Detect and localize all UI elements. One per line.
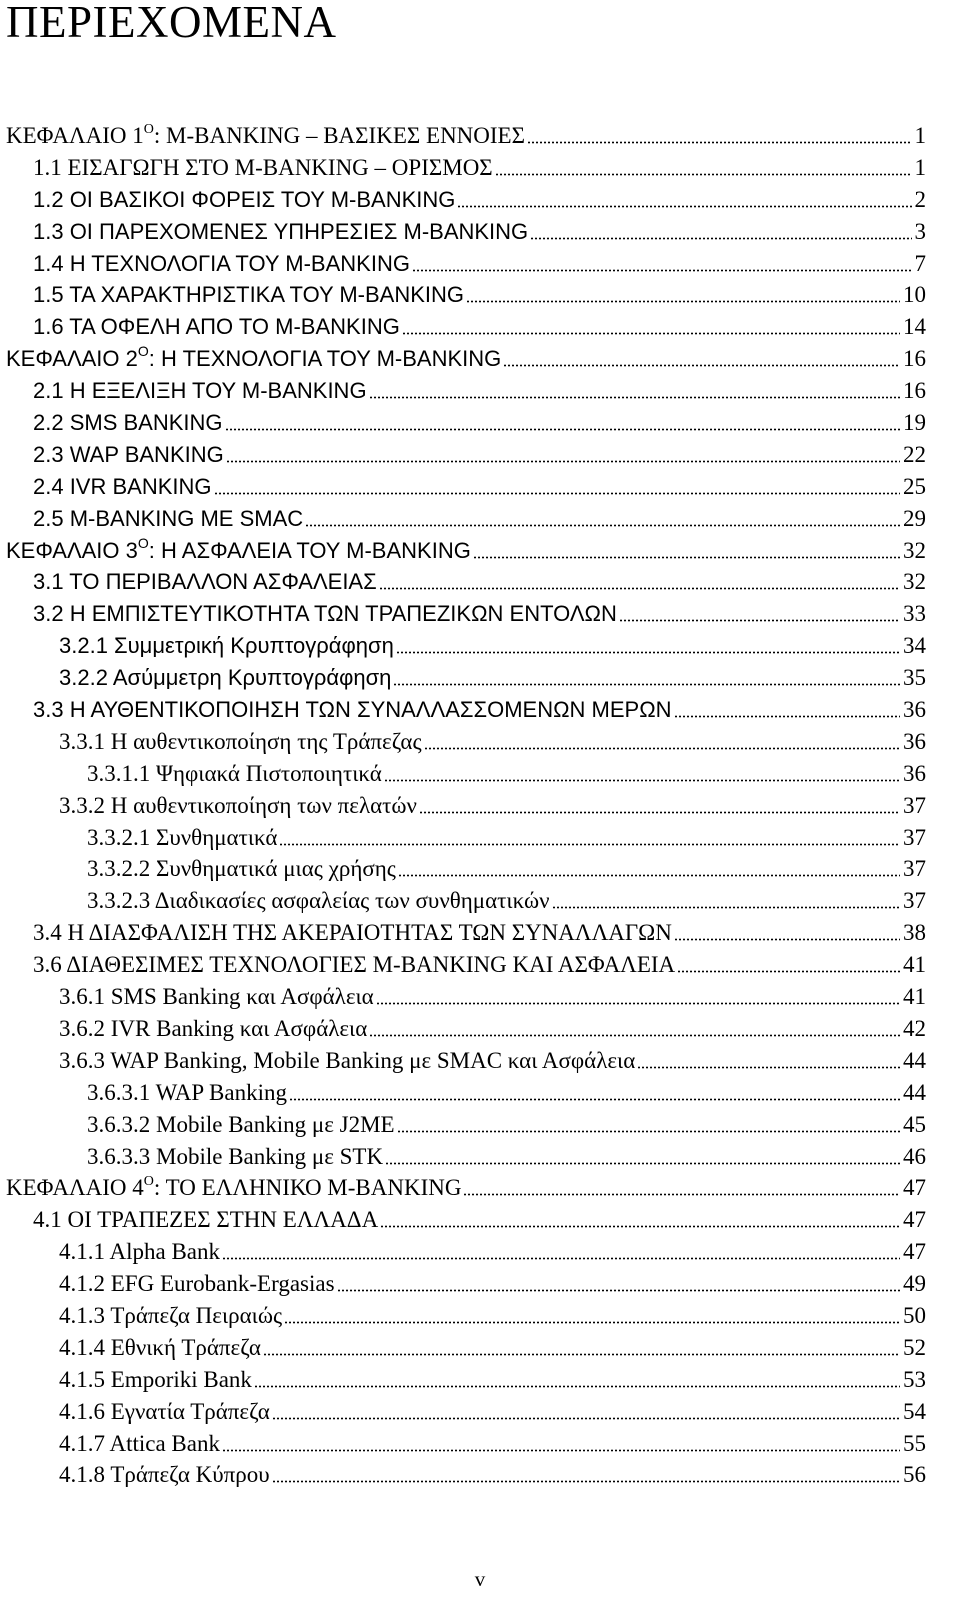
chapter-title: : ΤΟ ΕΛΛΗΝΙΚΟ M-BANKING bbox=[153, 1175, 462, 1201]
toc-entry-row bbox=[87, 1110, 926, 1140]
chapter-label: ΚΕΦΑΛΑΙΟ 4 bbox=[6, 1175, 144, 1201]
toc-entry-row bbox=[33, 153, 926, 183]
toc-entry[interactable] bbox=[0, 1365, 960, 1397]
toc-page-number: 32 bbox=[903, 537, 926, 563]
toc-entry-title: 3.1 ΤΟ ΠΕΡΙΒΑΛΛΟΝ ΑΣΦΑΛΕΙΑΣ bbox=[33, 569, 377, 595]
toc-chapter-entry[interactable] bbox=[0, 121, 960, 153]
toc-entry[interactable] bbox=[0, 1237, 960, 1269]
toc-entry[interactable] bbox=[0, 280, 960, 312]
toc-entry[interactable] bbox=[0, 1301, 960, 1333]
toc-entry[interactable] bbox=[0, 631, 960, 663]
toc-entry-title: 4.1.7 Attica Bank bbox=[59, 1430, 220, 1456]
toc-entry-row bbox=[59, 1333, 926, 1363]
toc-entry-title bbox=[6, 1173, 461, 1203]
toc-entry-row bbox=[87, 823, 926, 853]
toc-entry-title: 4.1.1 Alpha Bank bbox=[59, 1239, 220, 1265]
dot-leader bbox=[419, 811, 900, 814]
toc-page-number: 1 bbox=[914, 123, 926, 148]
toc-entry-title: 3.2 Η ΕΜΠΙΣΤΕΥΤΙΚΟΤΗΤΑ ΤΩΝ ΤΡΑΠΕΖΙΚΩΝ ΕΝΤΟΛΩΝ bbox=[33, 601, 617, 627]
toc-entry-row bbox=[87, 1142, 926, 1172]
toc-page-number: 16 bbox=[903, 378, 926, 404]
dot-leader bbox=[530, 237, 911, 240]
dot-leader bbox=[225, 428, 900, 431]
dot-leader bbox=[376, 1002, 900, 1005]
toc-page-number: 47 bbox=[903, 1239, 926, 1265]
toc-entry[interactable] bbox=[0, 791, 960, 823]
toc-entry-row bbox=[33, 249, 926, 279]
toc-page-number: 41 bbox=[903, 952, 926, 978]
toc-entry-row bbox=[59, 663, 926, 693]
toc-entry-row bbox=[33, 599, 926, 629]
chapter-ordinal-suffix: Ο bbox=[143, 1174, 154, 1190]
toc-entry[interactable] bbox=[0, 950, 960, 982]
toc-entry[interactable] bbox=[0, 759, 960, 791]
toc-page-number: 42 bbox=[903, 1015, 926, 1041]
toc-entry[interactable] bbox=[0, 1333, 960, 1365]
dot-leader bbox=[305, 524, 900, 527]
dot-leader bbox=[369, 1034, 900, 1037]
dot-leader bbox=[402, 332, 900, 335]
dot-leader bbox=[463, 1193, 900, 1196]
toc-page-number: 56 bbox=[903, 1462, 926, 1488]
toc-entry-row bbox=[33, 504, 926, 534]
toc-entry-row bbox=[33, 312, 926, 342]
toc-entry-row bbox=[87, 759, 926, 789]
toc-page-number: 37 bbox=[903, 888, 926, 914]
toc-entry[interactable] bbox=[0, 376, 960, 408]
toc-page-number: 44 bbox=[903, 1047, 926, 1073]
toc-entry-title: 4.1.2 EFG Eurobank-Ergasias bbox=[59, 1271, 335, 1297]
toc-page-number: 35 bbox=[903, 665, 926, 691]
toc-entry-title bbox=[6, 536, 471, 566]
toc-entry-row bbox=[6, 344, 926, 374]
dot-leader bbox=[473, 556, 900, 559]
toc-page-number: 10 bbox=[903, 282, 926, 308]
toc-entry-title: 1.4 Η ΤΕΧΝΟΛΟΓΙΑ ΤΟΥ M-BANKING bbox=[33, 250, 410, 276]
toc-page-number: 54 bbox=[903, 1398, 926, 1424]
dot-leader bbox=[637, 1066, 900, 1069]
toc-entry-title: 3.3.2.1 Συνθηματικά bbox=[87, 824, 278, 850]
toc-entry-title: 3.6.1 SMS Banking και Ασφάλεια bbox=[59, 984, 374, 1010]
toc-page-number: 44 bbox=[903, 1079, 926, 1105]
toc-entry-row bbox=[33, 918, 926, 948]
toc-entry-row bbox=[59, 631, 926, 661]
toc-entry-title: 4.1.6 Εγνατία Τράπεζα bbox=[59, 1398, 270, 1424]
toc-entry[interactable] bbox=[0, 185, 960, 217]
toc-entry-row bbox=[33, 950, 926, 980]
toc-page-number: 19 bbox=[903, 410, 926, 436]
toc-chapter-entry[interactable] bbox=[0, 1173, 960, 1205]
chapter-ordinal-suffix: Ο bbox=[137, 534, 149, 551]
dot-leader bbox=[495, 173, 912, 176]
toc-page-number: 50 bbox=[903, 1302, 926, 1328]
toc-page-number: 37 bbox=[903, 824, 926, 850]
toc-entry[interactable] bbox=[0, 217, 960, 249]
dot-leader bbox=[412, 269, 912, 272]
toc-entry-title bbox=[6, 344, 501, 374]
toc-entry-title: 2.2 SMS BANKING bbox=[33, 410, 223, 436]
toc-entry-row bbox=[33, 472, 926, 502]
chapter-label: ΚΕΦΑΛΑΙΟ 1 bbox=[6, 123, 144, 148]
toc-entry-title: 1.2 ΟΙ ΒΑΣΙΚΟΙ ΦΟΡΕΙΣ ΤΟΥ M-BANKING bbox=[33, 186, 456, 212]
toc-page-number: 36 bbox=[903, 697, 926, 723]
toc-entry-row bbox=[59, 1237, 926, 1267]
toc-entry[interactable] bbox=[0, 1397, 960, 1429]
toc-entry-title bbox=[6, 121, 525, 151]
toc-page-number: 34 bbox=[903, 633, 926, 659]
toc-entry[interactable] bbox=[0, 1142, 960, 1174]
dot-leader bbox=[397, 1130, 900, 1133]
toc-entry-row bbox=[6, 1173, 926, 1203]
toc-entry-title: 2.1 Η ΕΞΕΛΙΞΗ ΤΟΥ M-BANKING bbox=[33, 378, 367, 404]
toc-entry-title: 3.3.1 Η αυθεντικοποίηση της Τράπεζας bbox=[59, 728, 422, 754]
dot-leader bbox=[222, 1449, 900, 1452]
dot-leader bbox=[379, 587, 900, 590]
toc-entry[interactable] bbox=[0, 1078, 960, 1110]
chapter-title: : Η ΑΣΦΑΛΕΙΑ ΤΟΥ M-BANKING bbox=[148, 537, 471, 563]
toc-entry[interactable] bbox=[0, 886, 960, 918]
toc-entry[interactable] bbox=[0, 663, 960, 695]
toc-page-number: 45 bbox=[903, 1111, 926, 1137]
toc-page-number: 14 bbox=[903, 314, 926, 340]
toc-entry-row bbox=[59, 727, 926, 757]
toc-entry-title: 2.5 M-BANKING ΜΕ SMAC bbox=[33, 505, 304, 531]
table-of-contents bbox=[0, 121, 960, 1492]
toc-entry[interactable] bbox=[0, 567, 960, 599]
toc-entry-row bbox=[59, 1365, 926, 1395]
toc-entry-title: 3.6.2 IVR Banking και Ασφάλεια bbox=[59, 1015, 368, 1041]
toc-entry-row bbox=[59, 1014, 926, 1044]
toc-entry[interactable] bbox=[0, 1205, 960, 1237]
toc-page-number: 41 bbox=[903, 984, 926, 1010]
toc-entry-title: 4.1.4 Εθνική Τράπεζα bbox=[59, 1334, 261, 1360]
toc-entry-row bbox=[59, 982, 926, 1012]
toc-entry-title: 4.1.3 Τράπεζα Πειραιώς bbox=[59, 1302, 283, 1328]
toc-entry[interactable] bbox=[0, 854, 960, 886]
toc-entry-title: 3.3.2.3 Διαδικασίες ασφαλείας των συνθηματικών bbox=[87, 888, 550, 914]
toc-entry-title: 1.1 ΕΙΣΑΓΩΓΗ ΣΤΟ M-BANKING – ΟΡΙΣΜΟΣ bbox=[33, 154, 493, 180]
chapter-label: ΚΕΦΑΛΑΙΟ 2 bbox=[6, 346, 138, 372]
toc-entry[interactable] bbox=[0, 727, 960, 759]
toc-entry-row bbox=[6, 536, 926, 566]
toc-page-number: 53 bbox=[903, 1366, 926, 1392]
toc-entry[interactable] bbox=[0, 1269, 960, 1301]
dot-leader bbox=[527, 141, 912, 144]
toc-entry-title: 1.6 ΤΑ ΟΦΕΛΗ ΑΠΟ ΤΟ M-BANKING bbox=[33, 314, 400, 340]
toc-entry-row bbox=[59, 1269, 926, 1299]
dot-leader bbox=[380, 1225, 900, 1228]
dot-leader bbox=[226, 460, 900, 463]
toc-entry-row bbox=[33, 567, 926, 597]
dot-leader bbox=[398, 874, 900, 877]
toc-page-number: 46 bbox=[903, 1143, 926, 1169]
toc-entry-title: 2.3 WAP BANKING bbox=[33, 441, 224, 467]
toc-entry[interactable] bbox=[0, 823, 960, 855]
toc-entry-title: 3.3.1.1 Ψηφιακά Πιστοποιητικά bbox=[87, 760, 382, 786]
dot-leader bbox=[279, 843, 900, 846]
toc-entry-title: 3.6 ΔΙΑΘΕΣΙΜΕΣ ΤΕΧΝΟΛΟΓΙΕΣ M-BANKING ΚΑΙ ΑΣΦΑΛΕΙΑ bbox=[33, 952, 676, 978]
toc-entry[interactable] bbox=[0, 408, 960, 440]
toc-entry-title: 1.5 ΤΑ ΧΑΡΑΚΤΗΡΙΣΤΙΚΑ ΤΟΥ M-BANKING bbox=[33, 282, 465, 308]
toc-entry-title: 3.6.3.2 Mobile Banking με J2ME bbox=[87, 1111, 395, 1137]
dot-leader bbox=[284, 1321, 900, 1324]
toc-entry[interactable] bbox=[0, 599, 960, 631]
toc-page-number: 22 bbox=[903, 441, 926, 467]
toc-entry-title: 4.1 ΟΙ ΤΡΑΠΕΖΕΣ ΣΤΗΝ ΕΛΛΑΔΑ bbox=[33, 1207, 379, 1233]
toc-entry-row bbox=[33, 1205, 926, 1235]
toc-entry-row bbox=[59, 1301, 926, 1331]
toc-entry-row bbox=[33, 376, 926, 406]
dot-leader bbox=[289, 1098, 900, 1101]
toc-page-number: 36 bbox=[903, 760, 926, 786]
toc-entry-row bbox=[59, 1397, 926, 1427]
toc-entry-row bbox=[87, 886, 926, 916]
toc-entry-row bbox=[59, 1429, 926, 1459]
toc-entry-row bbox=[6, 121, 926, 151]
dot-leader bbox=[677, 970, 900, 973]
chapter-ordinal-suffix: Ο bbox=[137, 343, 149, 360]
toc-entry-row bbox=[33, 440, 926, 470]
toc-page-number: 36 bbox=[903, 728, 926, 754]
toc-page-number: 55 bbox=[903, 1430, 926, 1456]
page-number: v bbox=[474, 1567, 486, 1591]
dot-leader bbox=[552, 906, 900, 909]
toc-entry[interactable] bbox=[0, 440, 960, 472]
dot-leader bbox=[385, 1162, 900, 1165]
toc-entry-row bbox=[33, 695, 926, 725]
chapter-label: ΚΕΦΑΛΑΙΟ 3 bbox=[6, 537, 138, 563]
toc-entry-title: 4.1.5 Emporiki Bank bbox=[59, 1366, 252, 1392]
toc-page-number: 47 bbox=[903, 1207, 926, 1233]
dot-leader bbox=[619, 619, 900, 622]
toc-page-number: 47 bbox=[903, 1175, 926, 1201]
toc-entry-title: 3.3 Η ΑΥΘΕΝΤΙΚΟΠΟΙΗΣΗ ΤΩΝ ΣΥΝΑΛΛΑΣΣΟΜΕΝΩΝ ΜΕΡΩΝ bbox=[33, 697, 672, 723]
toc-page-number: 16 bbox=[903, 346, 926, 372]
dot-leader bbox=[396, 651, 900, 654]
toc-chapter-entry[interactable] bbox=[0, 344, 960, 376]
toc-entry-row bbox=[59, 791, 926, 821]
toc-entry[interactable] bbox=[0, 1046, 960, 1078]
toc-entry-title: 3.6.3.3 Mobile Banking με STK bbox=[87, 1143, 384, 1169]
dot-leader bbox=[393, 683, 900, 686]
toc-entry-title: 3.6.3.1 WAP Banking bbox=[87, 1079, 287, 1105]
toc-entry-row bbox=[33, 185, 926, 215]
dot-leader bbox=[503, 364, 900, 367]
toc-entry-title: 4.1.8 Τράπεζα Κύπρου bbox=[59, 1462, 270, 1488]
dot-leader bbox=[424, 747, 900, 750]
dot-leader bbox=[272, 1417, 900, 1420]
toc-entry-row bbox=[59, 1046, 926, 1076]
toc-entry-row bbox=[87, 854, 926, 884]
toc-entry[interactable] bbox=[0, 1014, 960, 1046]
toc-page-number: 49 bbox=[903, 1271, 926, 1297]
dot-leader bbox=[337, 1289, 900, 1292]
toc-page-number: 37 bbox=[903, 792, 926, 818]
toc-entry-title: 3.3.2 Η αυθεντικοποίηση των πελατών bbox=[59, 792, 417, 818]
toc-entry-row bbox=[33, 280, 926, 310]
toc-entry[interactable] bbox=[0, 1429, 960, 1461]
dot-leader bbox=[674, 715, 900, 718]
toc-entry[interactable] bbox=[0, 249, 960, 281]
chapter-title: : M-BANKING – ΒΑΣΙΚΕΣ ΕΝΝΟΙΕΣ bbox=[153, 123, 525, 148]
toc-entry[interactable] bbox=[0, 918, 960, 950]
toc-entry[interactable] bbox=[0, 504, 960, 536]
dot-leader bbox=[674, 938, 900, 941]
toc-entry-row bbox=[33, 217, 926, 247]
toc-entry[interactable] bbox=[0, 1110, 960, 1142]
toc-entry-row bbox=[33, 408, 926, 438]
dot-leader bbox=[214, 492, 900, 495]
toc-page-number: 2 bbox=[914, 186, 926, 212]
toc-entry[interactable] bbox=[0, 982, 960, 1014]
toc-entry[interactable] bbox=[0, 153, 960, 185]
toc-entry[interactable] bbox=[0, 472, 960, 504]
toc-entry-title: 3.6.3 WAP Banking, Mobile Banking με SMAC και Ασφάλεια bbox=[59, 1047, 636, 1073]
chapter-title: : Η ΤΕΧΝΟΛΟΓΙΑ ΤΟΥ M-BANKING bbox=[148, 346, 502, 372]
toc-entry[interactable] bbox=[0, 312, 960, 344]
toc-page-number: 3 bbox=[914, 218, 926, 244]
toc-page-number: 29 bbox=[903, 505, 926, 531]
dot-leader bbox=[466, 300, 900, 303]
toc-entry-title: 3.4 Η ΔΙΑΣΦΑΛΙΣΗ ΤΗΣ ΑΚΕΡΑΙΟΤΗΤΑΣ ΤΩΝ ΣΥΝΑΛΛΑΓΩΝ bbox=[33, 920, 672, 946]
toc-entry-row bbox=[59, 1460, 926, 1490]
toc-page-number: 1 bbox=[914, 154, 926, 180]
toc-entry-title: 3.2.1 Συμμετρική Κρυπτογράφηση bbox=[59, 633, 394, 659]
toc-entry-row bbox=[87, 1078, 926, 1108]
dot-leader bbox=[222, 1257, 900, 1260]
toc-page-number: 52 bbox=[903, 1334, 926, 1360]
toc-page-number: 38 bbox=[903, 920, 926, 946]
toc-page-number: 37 bbox=[903, 856, 926, 882]
dot-leader bbox=[263, 1353, 900, 1356]
dot-leader bbox=[457, 205, 911, 208]
toc-entry-title: 3.3.2.2 Συνθηματικά μιας χρήσης bbox=[87, 856, 396, 882]
toc-chapter-entry[interactable] bbox=[0, 536, 960, 568]
dot-leader bbox=[369, 396, 900, 399]
toc-page-number: 32 bbox=[903, 569, 926, 595]
toc-entry[interactable] bbox=[0, 695, 960, 727]
toc-entry-title: 1.3 ΟΙ ΠΑΡΕΧΟΜΕΝΕΣ ΥΠΗΡΕΣΙΕΣ M-BANKING bbox=[33, 218, 529, 244]
dot-leader bbox=[384, 779, 900, 782]
toc-entry-title: 3.2.2 Ασύμμετρη Κρυπτογράφηση bbox=[59, 665, 392, 691]
toc-entry-title: 2.4 IVR BANKING bbox=[33, 473, 212, 499]
toc-page-number: 25 bbox=[903, 473, 926, 499]
toc-entry[interactable] bbox=[0, 1460, 960, 1492]
toc-page-number: 33 bbox=[903, 601, 926, 627]
dot-leader bbox=[254, 1385, 900, 1388]
toc-page-number: 7 bbox=[914, 250, 926, 276]
page-title: ΠΕΡΙΕΧΟΜΕΝΑ bbox=[6, 0, 337, 47]
dot-leader bbox=[272, 1480, 900, 1483]
chapter-ordinal-suffix: Ο bbox=[143, 122, 154, 137]
